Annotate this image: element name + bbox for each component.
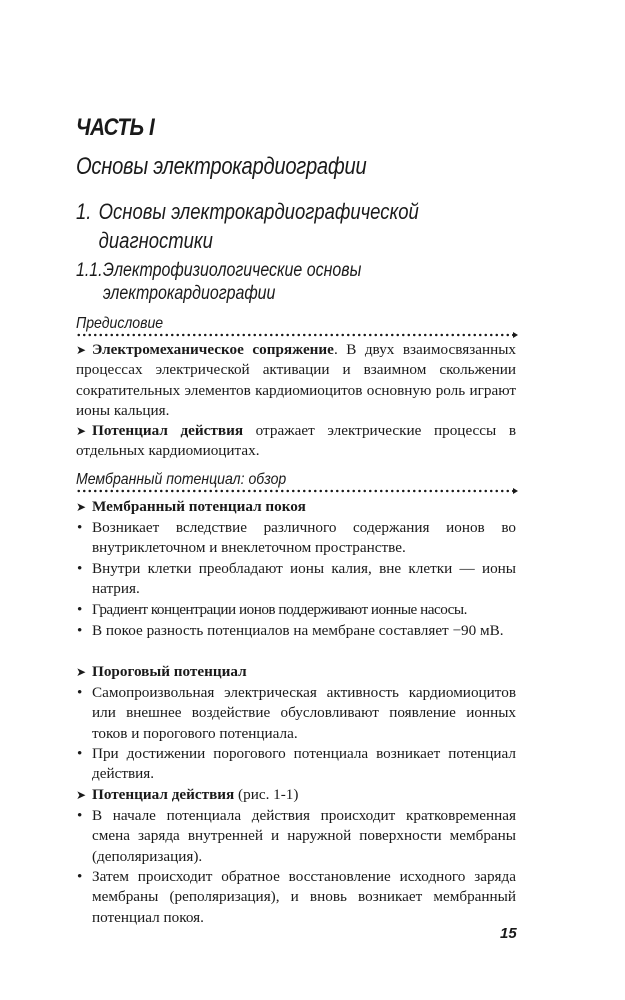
list-item xyxy=(76,600,516,620)
resting-title xyxy=(76,497,516,517)
list-item-text: В начале потенциала действия происходит кратковременная смена заряда внутренней и наружной поверхности мембраны (деполяризация). xyxy=(92,807,516,865)
term-action-potential: Потенциал действия xyxy=(92,422,244,439)
chapter-number: 1. xyxy=(76,199,92,224)
bullet-icon: • xyxy=(77,868,83,885)
list-item xyxy=(76,867,516,928)
bullet-icon: • xyxy=(77,622,83,639)
bullet-icon: • xyxy=(77,601,82,618)
chapter-title-line2: диагностики xyxy=(98,228,213,253)
list-item-text: Внутри клетки преобладают ионы калия, вне клетки — ионы натрия. xyxy=(92,560,516,598)
bullet-icon: • xyxy=(77,745,83,762)
chapter-title-line1: Основы электрокардиографической xyxy=(98,199,419,224)
resting-title-text: Мембранный потенциал покоя xyxy=(92,498,306,515)
page-number: 15 xyxy=(500,925,517,942)
bullet-icon: • xyxy=(77,519,83,536)
arrow-icon: ➤ xyxy=(76,500,87,514)
bullet-icon: • xyxy=(77,684,83,701)
page xyxy=(76,0,516,1000)
preface-item-1-text: . В двух взаимосвязанных процессах электрической активации и взаимном скольжении сократительных элементов кардиомиоцитов основную роль играют ионы кальция. xyxy=(76,341,516,419)
list-item xyxy=(76,559,516,600)
section-number: 1.1. xyxy=(76,260,103,281)
bullet-icon: • xyxy=(77,807,83,824)
action-title-text: Потенциал действия xyxy=(92,786,235,803)
section-title-line1: Электрофизиологические основы xyxy=(102,260,362,281)
arrow-icon: ➤ xyxy=(76,424,87,438)
membrane-heading xyxy=(76,471,516,489)
list-item-text: При достижении порогового потенциала возникает потенциал действия. xyxy=(92,745,516,783)
section-title-line2: электрокардиографии xyxy=(102,283,276,304)
term-electromechanical: Электромеханическое сопряжение xyxy=(92,341,334,358)
threshold-title-text: Пороговый потенциал xyxy=(92,663,247,680)
arrow-icon: ➤ xyxy=(76,343,87,357)
membrane-heading-text: Мембранный потенциал: обзор xyxy=(76,471,287,488)
part-title: Основы электрокардиографии xyxy=(76,153,367,180)
preface-item-1 xyxy=(76,340,516,421)
list-item xyxy=(76,621,516,641)
list-item xyxy=(76,744,516,785)
list-item-text: Затем происходит обратное восстановление исходного заряда мембраны (реполяризация), и вновь возникает мембранный потенциал покоя. xyxy=(92,868,516,926)
list-item xyxy=(76,683,516,744)
list-item-text: В покое разность потенциалов на мембране составляет −90 мВ. xyxy=(92,622,504,639)
threshold-title xyxy=(76,662,516,682)
list-item-text: Самопроизвольная электрическая активность кардиомиоцитов или внешнее воздействие обусловливают появление ионных токов и порогового потенциала. xyxy=(92,684,516,742)
dotted-rule xyxy=(76,333,516,337)
section-heading xyxy=(76,259,513,305)
list-item-text: Возникает вследствие различного содержания ионов во внутриклеточном и внеклеточном пространстве. xyxy=(92,519,516,557)
chapter-heading xyxy=(76,197,513,255)
dotted-rule xyxy=(76,489,516,493)
arrow-icon: ➤ xyxy=(76,788,87,802)
action-title xyxy=(76,785,516,805)
list-item-text: Градиент концентрации ионов поддерживают ионные насосы. xyxy=(92,601,467,618)
list-item xyxy=(76,518,516,559)
preface-item-2 xyxy=(76,421,516,462)
figure-reference: (рис. 1-1) xyxy=(234,786,299,803)
arrow-icon: ➤ xyxy=(76,665,87,679)
bullet-icon: • xyxy=(77,560,83,577)
list-item xyxy=(76,806,516,867)
preface-heading-text: Предисловие xyxy=(76,315,164,332)
preface-heading xyxy=(76,315,516,333)
part-label: ЧАСТЬ I xyxy=(76,114,155,141)
preface-item-2-text: отражает электрические процессы в отдельных кардиомиоцитах. xyxy=(76,422,516,460)
